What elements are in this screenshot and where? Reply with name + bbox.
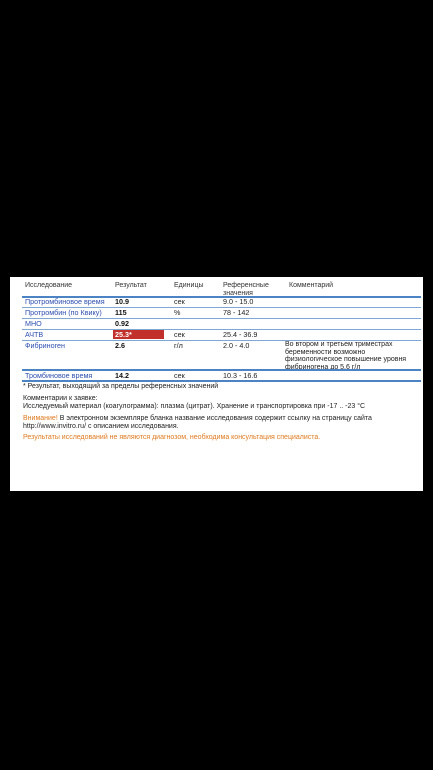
header-units: Единицы: [174, 282, 204, 289]
header-result: Результат: [115, 282, 147, 289]
lab-report: [10, 277, 423, 491]
header-reference: Референсные значения: [223, 282, 269, 297]
row-units: сек: [174, 330, 185, 339]
row-ref: 25.4 - 36.9: [223, 330, 258, 339]
row-ref: 78 - 142: [223, 308, 250, 317]
row-divider: [22, 329, 421, 330]
row-divider: [22, 318, 421, 319]
row-result: 10.9: [115, 297, 129, 306]
comments-title: Комментарии к заявке:: [23, 395, 98, 402]
comments-text: Исследуемый материал (коагулограмма): плазма (цитрат). Хранение и транспортировка при -17 .. -23 °C: [23, 403, 366, 410]
row-name-fibrinogen[interactable]: Фибриноген: [25, 341, 66, 350]
footnote: * Результат, выходящий за пределы референсных значений: [23, 383, 219, 390]
row-name-aptt[interactable]: АЧТВ: [25, 330, 44, 339]
disclaimer: Результаты исследований не являются диагнозом, необходима консультация специалиста.: [23, 434, 321, 441]
attention-line1: [23, 415, 372, 423]
attention-text: В электронном экземпляре бланка название исследования содержит ссылку на страницу сайта: [57, 415, 372, 422]
header-study: Исследование: [25, 282, 73, 289]
row-units: %: [174, 308, 181, 317]
row-result: 115: [115, 308, 127, 317]
row-units: сек: [174, 371, 185, 380]
row-comment: Во втором и третьем триместрах беременности возможно физиологическое повышение уровня фибриногена до 5,6 г/л: [285, 341, 407, 371]
row-result: 0.92: [115, 319, 129, 328]
row-name-inr[interactable]: МНО: [25, 319, 42, 328]
flagged-result: 25.3*: [113, 330, 164, 339]
row-result: 2.6: [115, 341, 125, 350]
row-units: сек: [174, 297, 185, 306]
row-name-prothrombin-time[interactable]: Протромбиновое время: [25, 297, 105, 306]
row-name-thrombin-time[interactable]: Тромбиновое время: [25, 371, 93, 380]
row-ref: 10.3 - 16.6: [223, 371, 258, 380]
row-ref: 2.0 - 4.0: [223, 341, 250, 350]
attention-line2[interactable]: http://www.invitro.ru/ с описанием исследования.: [23, 423, 179, 430]
table-bottom-rule: [22, 380, 421, 382]
row-units: г/л: [174, 341, 183, 350]
header-comment: Комментарий: [289, 282, 334, 289]
attention-label: Внимание!: [23, 415, 58, 422]
row-ref: 9.0 - 15.0: [223, 297, 254, 306]
row-result: 14.2: [115, 371, 129, 380]
row-name-quick[interactable]: Протромбин (по Квику): [25, 308, 102, 317]
